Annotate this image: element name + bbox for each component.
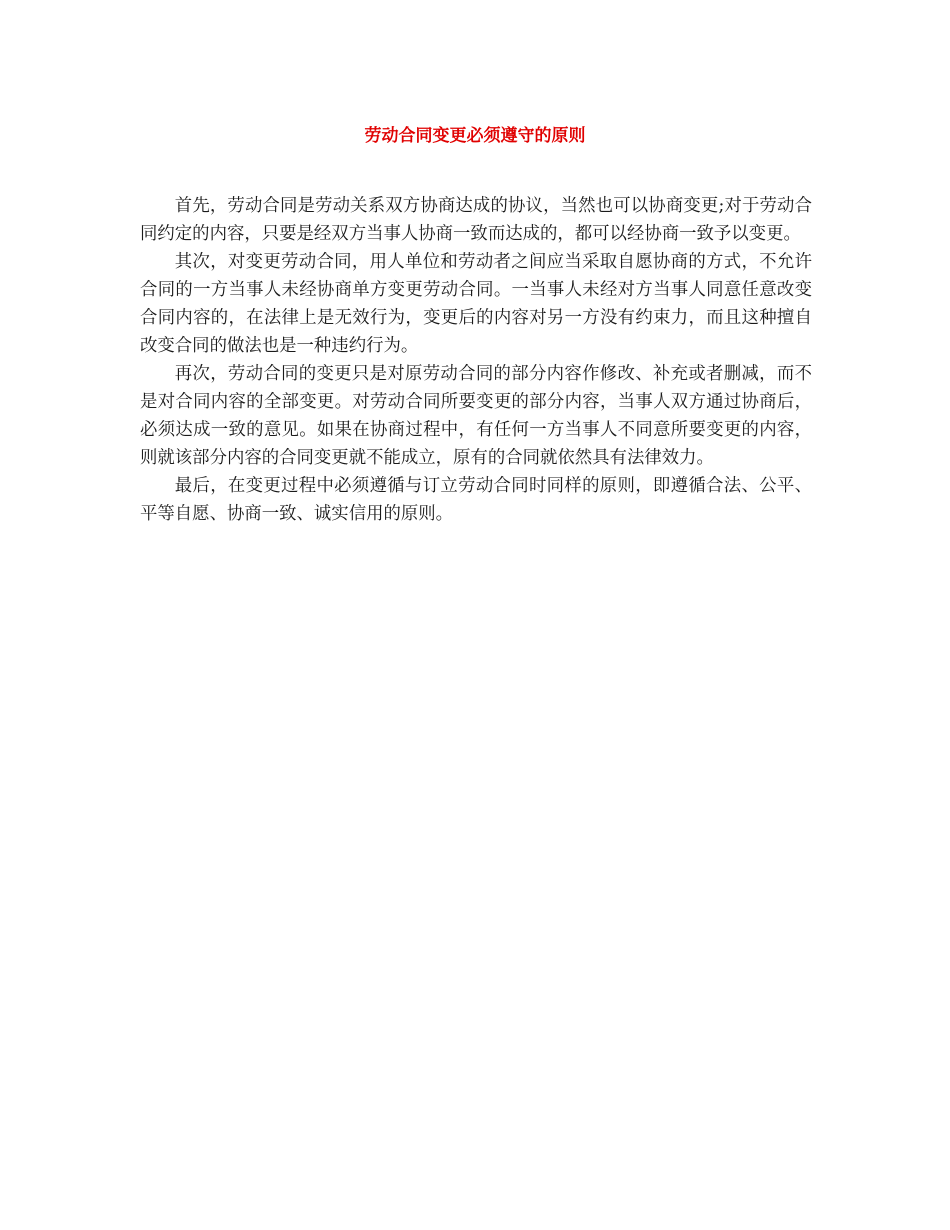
paragraph-first: 首先，劳动合同是劳动关系双方协商达成的协议，当然也可以协商变更;对于劳动合同约定的内容，只要是经双方当事人协商一致而达成的，都可以经协商一致予以变更。	[140, 196, 812, 244]
paragraph-second: 其次，对变更劳动合同，用人单位和劳动者之间应当采取自愿协商的方式，不允许合同的一方当事人未经协商单方变更劳动合同。一当事人未经对方当事人同意任意改变合同内容的，在法律上是无效行为，变更后的内容对另一方没有约束力，而且这种擅自改变合同的做法也是一种违约行为。	[140, 252, 812, 356]
document-body	[140, 192, 812, 528]
paragraph-third: 再次，劳动合同的变更只是对原劳动合同的部分内容作修改、补充或者删减，而不是对合同内容的全部变更。对劳动合同所要变更的部分内容，当事人双方通过协商后，必须达成一致的意见。如果在协商过程中，有任何一方当事人不同意所要变更的内容，则就该部分内容的合同变更就不能成立，原有的合同就依然具有法律效力。	[140, 364, 812, 468]
paragraph-last: 最后，在变更过程中必须遵循与订立劳动合同时同样的原则，即遵循合法、公平、平等自愿、协商一致、诚实信用的原则。	[140, 476, 812, 524]
page-title: 劳动合同变更必须遵守的原则	[364, 126, 586, 146]
